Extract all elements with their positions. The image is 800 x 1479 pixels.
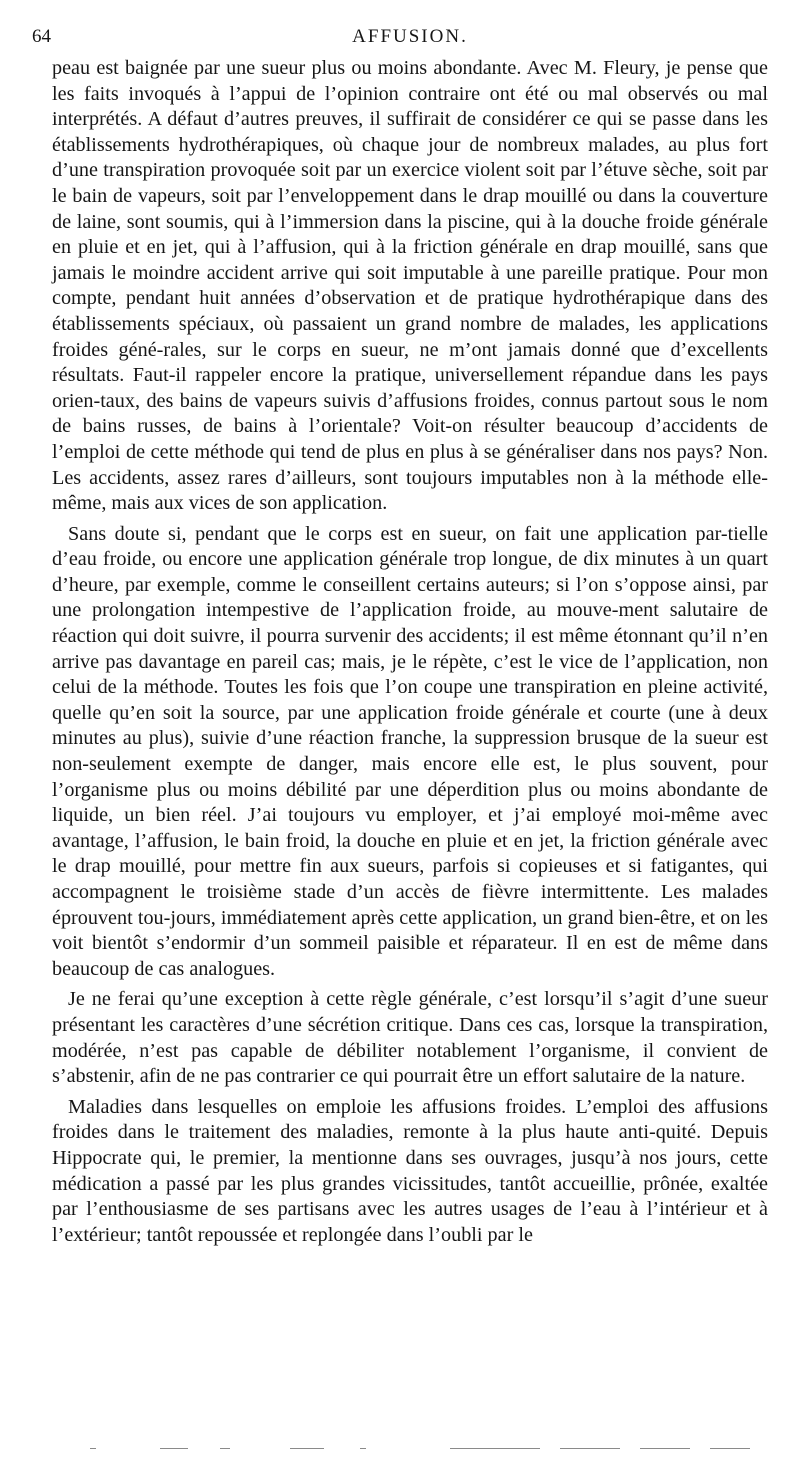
running-head: AFFUSION. (352, 26, 468, 47)
page-header (32, 26, 768, 56)
paragraph-sueur-application: Sans doute si, pendant que le corps est en sueur, on fait une application par-tielle d’eau froide, ou encore une application générale trop longue, de dix minutes à un quart d’heure, par exemple, comme le conseillent certains auteurs; si l’on s’oppose ainsi, par une prolongation intempestive de l’application froide, au mouve-ment salutaire de réaction qui doit suivre, il pourra survenir des accidents; il est même étonnant qu’il n’en arrive pas davantage en pareil cas; mais, je le répète, c’est le vice de l’application, non celui de la méthode. Toutes les fois que l’on coupe une transpiration en pleine activité, quelle qu’en soit la source, par une application froide générale et courte (une à deux minutes au plus), suivie d’une réaction franche, la suppression brusque de la sueur est non-seulement exempte de danger, mais encore elle est, le plus souvent, pour l’organisme plus ou moins débilité par une déperdition plus ou moins abondante de liquide, un bien réel. J’ai toujours vu employer, et j’ai employé moi-même avec avantage, l’affusion, le bain froid, la douche en pluie et en jet, la friction générale avec le drap mouillé, pour mettre fin aux sueurs, parfois si copieuses et si fatigantes, qui accompagnent le troisième stade d’un accès de fièvre intermittente. Les malades éprouvent tou-jours, immédiatement après cette application, un grand bien-être, et on les voit bientôt s’endormir d’un sommeil paisible et réparateur. Il en est de même dans beaucoup de cas analogues. (52, 522, 768, 980)
book-page (32, 26, 768, 1248)
page-number: 64 (32, 26, 51, 47)
paragraph-maladies: Maladies dans lesquelles on emploie les affusions froides. L’emploi des affusions froides dans le traitement des maladies, remonte à la plus haute anti-quité. Depuis Hippocrate qui, le premier, la mentionne dans ses ouvrages, jusqu’à nos jours, cette médication a passé par les plus grandes vicissitudes, tantôt accueillie, prônée, exaltée par l’enthousiasme de ses partisans avec les autres usages de l’eau à l’intérieur et à l’extérieur; tantôt repoussée et replongée dans l’oubli par le (52, 1095, 768, 1246)
paragraph-continued: peau est baignée par une sueur plus ou moins abondante. Avec M. Fleury, je pense que les faits invoqués à l’appui de l’opinion contraire ont été ou mal observés ou mal interprétés. A défaut d’autres preuves, il suffirait de considérer ce qui se passe dans les établissements hydrothérapiques, où chaque jour de nombreux malades, au plus fort d’une transpiration provoquée soit par un exercice violent soit par l’étuve sèche, soit par le bain de vapeurs, soit par l’enveloppement dans le drap mouillé ou dans la couverture de laine, sont soumis, qui à l’immersion dans la piscine, qui à la douche froide générale en pluie et en jet, qui à l’affusion, qui à la friction générale en drap mouillé, sans que jamais le moindre accident arrive qui soit imputable à une pareille pratique. Pour mon compte, pendant huit années d’observation et de pratique hydrothérapique dans des établissements spéciaux, où passaient un grand nombre de malades, les applications froides géné-rales, sur le corps en sueur, ne m’ont jamais donné que d’excellents résultats. Faut-il rappeler encore la pratique, universellement répandue dans les pays orien-taux, des bains de vapeurs suivis d’affusions froides, connus partout sous le nom de bains russes, de bains à l’orientale? Voit-on résulter beaucoup d’accidents de l’emploi de cette méthode qui tend de plus en plus à se généraliser dans nos pays? Non. Les accidents, assez rares d’ailleurs, sont toujours imputables non à la méthode elle-même, mais aux vices de son application. (52, 57, 768, 515)
bottom-scan-marks (60, 1446, 760, 1452)
paragraph-exception: Je ne ferai qu’une exception à cette règle générale, c’est lorsqu’il s’agit d’une sueur présentant les caractères d’une sécrétion critique. Dans ces cas, lorsque la transpiration, modérée, n’est pas capable de débiliter notablement l’organisme, il convient de s’abstenir, afin de ne pas contrarier ce qui pourrait être un effort salutaire de la nature. (52, 988, 768, 1088)
